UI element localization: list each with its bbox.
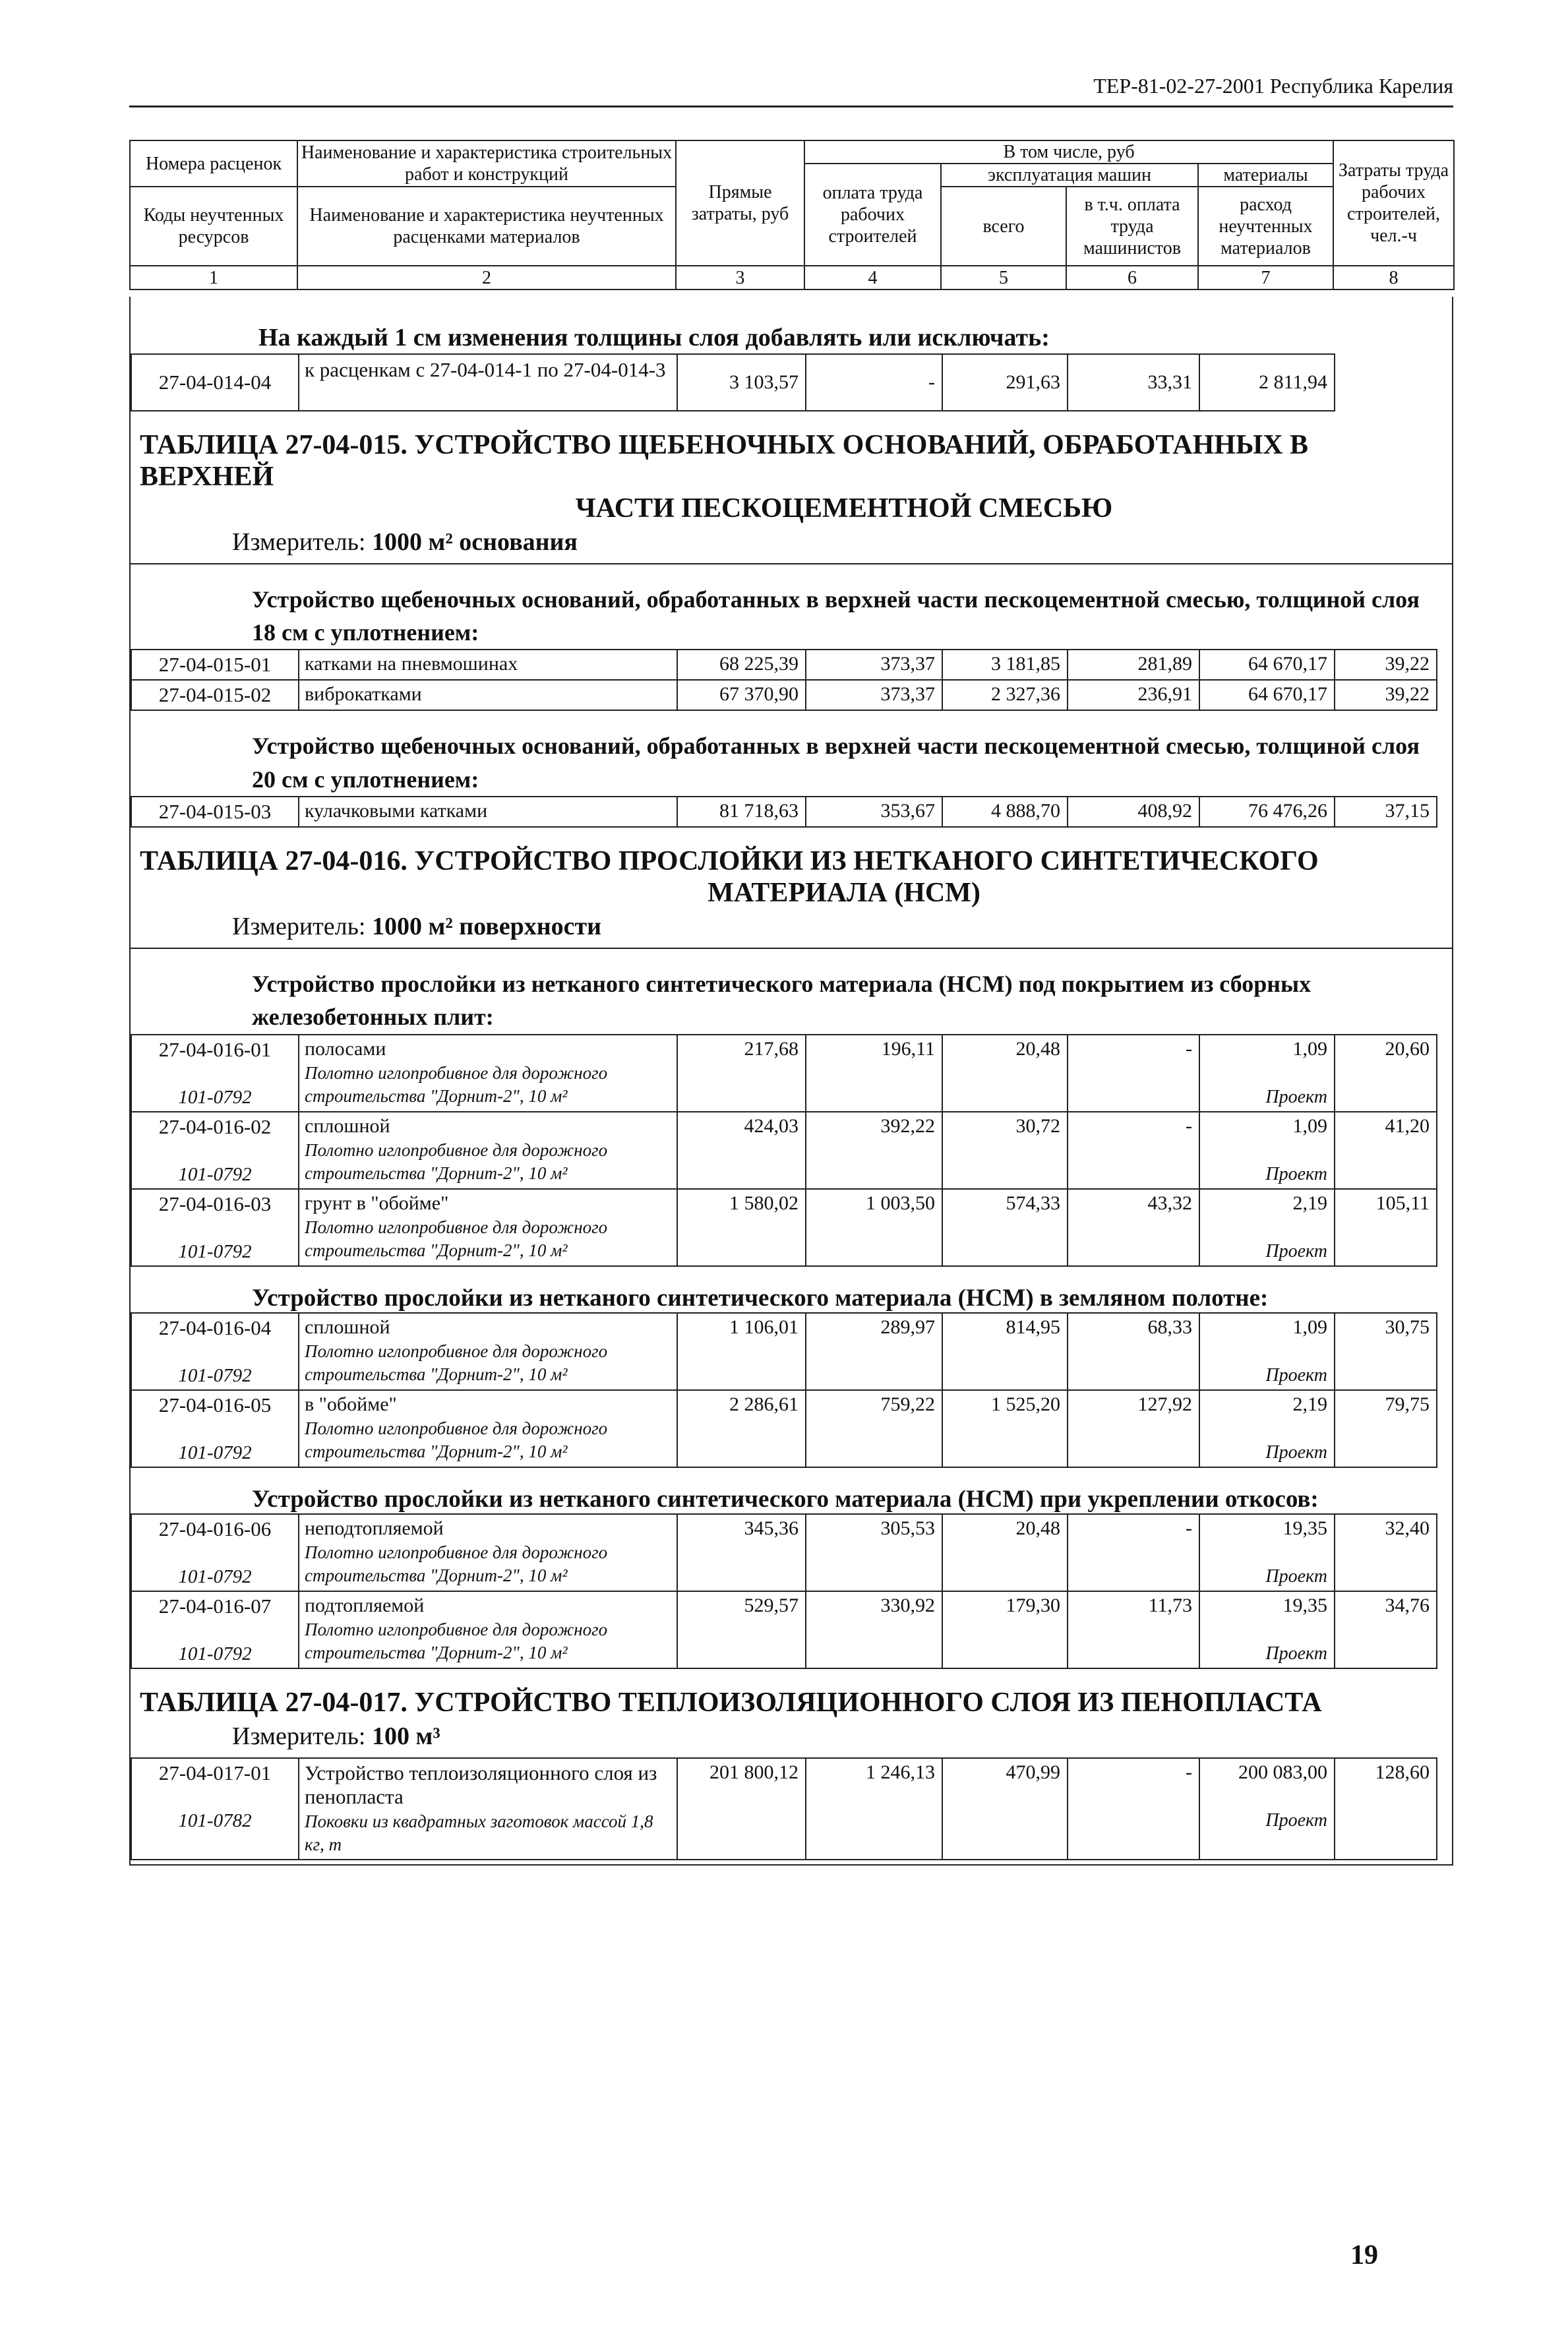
col-num-top: Номера расценок xyxy=(130,140,297,187)
rate-table xyxy=(131,353,1437,411)
material-name: Полотно иглопробивное для дорожного строительства "Дорнит-2", 10 м² xyxy=(305,1140,608,1183)
page-number: 19 xyxy=(1350,2240,1378,2270)
rate-code-cell xyxy=(131,1514,299,1591)
rate-mach: 179,30 xyxy=(942,1591,1068,1668)
rate-mat-cell xyxy=(1199,1758,1335,1860)
rate-table xyxy=(131,1513,1437,1669)
header-rule xyxy=(129,106,1453,107)
table-title xyxy=(140,411,1443,525)
rate-code: 27-04-015-02 xyxy=(131,680,299,710)
section-27-04-014 xyxy=(131,297,1452,411)
rate-code: 27-04-017-01 xyxy=(158,1761,272,1784)
material-name: Полотно иглопробивное для дорожного строительства "Дорнит-2", 10 м² xyxy=(305,1619,608,1662)
column-header-table xyxy=(129,140,1455,290)
rate-labor: 37,15 xyxy=(1335,797,1437,827)
rate-code-cell xyxy=(131,1035,299,1112)
rate-name-cell xyxy=(299,1758,677,1860)
table-row xyxy=(131,1758,1437,1860)
rate-mat-cell xyxy=(1199,1313,1335,1390)
rate-code-cell xyxy=(131,1591,299,1668)
rate-labor: 39,22 xyxy=(1335,680,1437,710)
rate-code: 27-04-016-06 xyxy=(158,1517,272,1540)
rate-name: сплошной xyxy=(305,1316,390,1338)
rate-code: 27-04-016-05 xyxy=(158,1393,272,1416)
rate-name-cell xyxy=(299,1313,677,1390)
rate-code-cell xyxy=(131,1313,299,1390)
material-note: Проект xyxy=(1265,1240,1327,1262)
table-row xyxy=(131,1313,1437,1390)
rate-wage: 1 003,50 xyxy=(806,1189,942,1266)
rate-wage: 289,97 xyxy=(806,1313,942,1390)
rate-mat: 1,09 xyxy=(1292,1316,1327,1338)
table-title xyxy=(140,1669,1443,1719)
material-code: 101-0792 xyxy=(178,1442,252,1463)
material-name: Полотно иглопробивное для дорожного строительства "Дорнит-2", 10 м² xyxy=(305,1341,608,1384)
rate-labor: 105,11 xyxy=(1335,1189,1437,1266)
subsection-heading: Устройство прослойки из нетканого синтетического материала (НСМ) при укреплении откосов: xyxy=(252,1485,1319,1513)
material-name: Полотно иглопробивное для дорожного строительства "Дорнит-2", 10 м² xyxy=(305,1062,608,1106)
rate-table xyxy=(131,1312,1437,1468)
rate-name-cell xyxy=(299,1112,677,1189)
rate-mat: 200 083,00 xyxy=(1238,1761,1327,1783)
material-note: Проект xyxy=(1265,1364,1327,1385)
rate-name-cell xyxy=(299,1591,677,1668)
rate-table xyxy=(131,649,1437,711)
rate-code: 27-04-016-03 xyxy=(158,1192,272,1215)
rate-labor: 30,75 xyxy=(1335,1313,1437,1390)
rate-mach-wage: 33,31 xyxy=(1068,354,1199,411)
rate-mach-wage: 43,32 xyxy=(1068,1189,1199,1266)
rate-name: грунт в "обойме" xyxy=(305,1192,449,1214)
rate-mach-wage: 127,92 xyxy=(1068,1390,1199,1467)
rate-name: виброкатками xyxy=(299,680,677,710)
table-row xyxy=(131,680,1437,710)
rate-code-cell xyxy=(131,1189,299,1266)
col-index-1: 1 xyxy=(130,266,297,289)
table-row xyxy=(131,1189,1437,1266)
rate-mat-cell xyxy=(1199,1390,1335,1467)
rate-code-cell xyxy=(131,1112,299,1189)
rate-name-cell xyxy=(299,1035,677,1112)
col-index-5: 5 xyxy=(941,266,1066,289)
col-index-8: 8 xyxy=(1333,266,1454,289)
rate-mat: 2,19 xyxy=(1292,1393,1327,1415)
rate-name-cell xyxy=(299,1189,677,1266)
material-code: 101-0792 xyxy=(178,1643,252,1664)
measure-unit xyxy=(140,909,1443,944)
col-labor: Затраты труда рабочих строителей, чел.-ч xyxy=(1333,140,1454,266)
table-row xyxy=(131,1591,1437,1668)
rate-code: 27-04-015-01 xyxy=(131,650,299,680)
rate-wage: - xyxy=(806,354,942,411)
rate-mach: 1 525,20 xyxy=(942,1390,1068,1467)
rate-name: к расценкам с 27-04-014-1 по 27-04-014-3 xyxy=(299,354,677,411)
rate-mach: 574,33 xyxy=(942,1189,1068,1266)
rate-name-cell xyxy=(299,1390,677,1467)
material-code: 101-0792 xyxy=(178,1240,252,1262)
rate-wage: 759,22 xyxy=(806,1390,942,1467)
rate-code: 27-04-016-02 xyxy=(158,1114,272,1138)
rate-direct: 3 103,57 xyxy=(677,354,806,411)
rate-mach: 3 181,85 xyxy=(942,650,1068,680)
table-title-line-1: ТАБЛИЦА 27-04-015. УСТРОЙСТВО ЩЕБЕНОЧНЫХ ОСНОВАНИЙ, ОБРАБОТАННЫХ В ВЕРХНЕЙ xyxy=(140,430,1309,492)
rate-labor: 39,22 xyxy=(1335,650,1437,680)
rate-direct: 424,03 xyxy=(677,1112,806,1189)
col-incl: В том числе, руб xyxy=(804,140,1333,164)
rate-mat-cell xyxy=(1199,1035,1335,1112)
measure-unit xyxy=(140,1719,1443,1753)
material-note: Проект xyxy=(1265,1566,1327,1587)
rate-mach-wage: 236,91 xyxy=(1068,680,1199,710)
table-title-line-2: МАТЕРИАЛА (НСМ) xyxy=(708,878,980,909)
table-row xyxy=(131,354,1437,411)
rate-direct: 68 225,39 xyxy=(677,650,806,680)
table-27-04-015 xyxy=(131,411,1452,828)
rate-table xyxy=(131,1757,1437,1860)
rate-code-cell xyxy=(131,1758,299,1860)
rate-mach: 2 327,36 xyxy=(942,680,1068,710)
table-title-line-2: ЧАСТИ ПЕСКОЦЕМЕНТНОЙ СМЕСЬЮ xyxy=(575,493,1113,524)
rate-mat-cell xyxy=(1199,1189,1335,1266)
rate-direct: 345,36 xyxy=(677,1514,806,1591)
rate-mach: 30,72 xyxy=(942,1112,1068,1189)
table-row xyxy=(131,1035,1437,1112)
col-wage: оплата труда рабочих строителей xyxy=(804,164,941,266)
rate-mat-cell xyxy=(1199,1514,1335,1591)
material-name: Поковки из квадратных заготовок массой 1,8 кг, т xyxy=(305,1811,653,1854)
rate-table xyxy=(131,1034,1437,1267)
table-row xyxy=(131,1390,1437,1467)
material-code: 101-0792 xyxy=(178,1364,252,1386)
rate-code: 27-04-016-01 xyxy=(158,1037,272,1061)
rate-table xyxy=(131,796,1437,828)
rate-wage: 392,22 xyxy=(806,1112,942,1189)
material-code: 101-0792 xyxy=(178,1163,252,1185)
rate-name: полосами xyxy=(305,1037,386,1060)
rate-wage: 305,53 xyxy=(806,1514,942,1591)
rate-name: Устройство теплоизоляционного слоя из пенопласта xyxy=(305,1761,657,1808)
material-note: Проект xyxy=(1265,1086,1327,1107)
rate-direct: 2 286,61 xyxy=(677,1390,806,1467)
subsection-heading: Устройство прослойки из нетканого синтетического материала (НСМ) в земляном полотне: xyxy=(252,1284,1269,1312)
section-note: На каждый 1 см изменения толщины слоя добавлять или исключать: xyxy=(258,324,1050,351)
rate-labor: 20,60 xyxy=(1335,1035,1437,1112)
table-27-04-017 xyxy=(131,1669,1452,1864)
measure-value: 100 м³ xyxy=(372,1722,440,1750)
material-name: Полотно иглопробивное для дорожного строительства "Дорнит-2", 10 м² xyxy=(305,1542,608,1585)
col-name-bottom: Наименование и характеристика неучтенных расценками материалов xyxy=(297,187,676,266)
rate-name: сплошной xyxy=(305,1114,390,1137)
rate-mach-wage: 68,33 xyxy=(1068,1313,1199,1390)
rate-mach: 20,48 xyxy=(942,1035,1068,1112)
rate-direct: 529,57 xyxy=(677,1591,806,1668)
rate-wage: 373,37 xyxy=(806,650,942,680)
table-row xyxy=(131,650,1437,680)
measure-unit xyxy=(140,525,1443,559)
rate-mat-cell xyxy=(1199,1112,1335,1189)
rate-mach: 470,99 xyxy=(942,1758,1068,1860)
rate-mat: 1,09 xyxy=(1292,1114,1327,1137)
material-name: Полотно иглопробивное для дорожного строительства "Дорнит-2", 10 м² xyxy=(305,1217,608,1260)
rate-code-cell xyxy=(131,1390,299,1467)
rate-mach: 291,63 xyxy=(942,354,1068,411)
table-title-line-1: ТАБЛИЦА 27-04-016. УСТРОЙСТВО ПРОСЛОЙКИ ИЗ НЕТКАНОГО СИНТЕТИЧЕСКОГО xyxy=(140,846,1319,877)
table-row xyxy=(131,1514,1437,1591)
rate-code: 27-04-015-03 xyxy=(131,797,299,827)
rate-mat: 19,35 xyxy=(1282,1594,1327,1616)
rate-wage: 330,92 xyxy=(806,1591,942,1668)
rate-name: катками на пневмошинах xyxy=(299,650,677,680)
col-mach: эксплуатация машин xyxy=(941,164,1198,187)
rate-direct: 67 370,90 xyxy=(677,680,806,710)
rate-mach: 20,48 xyxy=(942,1514,1068,1591)
rate-name: кулачковыми катками xyxy=(299,797,677,827)
rate-mach: 814,95 xyxy=(942,1313,1068,1390)
material-note: Проект xyxy=(1265,1442,1327,1463)
rate-mach-wage: 281,89 xyxy=(1068,650,1199,680)
rate-name: в "обойме" xyxy=(305,1393,397,1415)
rate-mat: 1,09 xyxy=(1292,1037,1327,1060)
subsection-heading: Устройство прослойки из нетканого синтетического материала (НСМ) под покрытием из сборных железобетонных плит: xyxy=(131,948,1452,1034)
rate-direct: 201 800,12 xyxy=(677,1758,806,1860)
rate-labor: 128,60 xyxy=(1335,1758,1437,1860)
rate-labor: 32,40 xyxy=(1335,1514,1437,1591)
rate-labor: 34,76 xyxy=(1335,1591,1437,1668)
material-name: Полотно иглопробивное для дорожного строительства "Дорнит-2", 10 м² xyxy=(305,1418,608,1461)
rate-wage: 196,11 xyxy=(806,1035,942,1112)
rate-direct: 81 718,63 xyxy=(677,797,806,827)
rate-code: 27-04-016-04 xyxy=(158,1316,272,1339)
col-index-4: 4 xyxy=(804,266,941,289)
rate-mat: 2 811,94 xyxy=(1199,354,1335,411)
rate-direct: 217,68 xyxy=(677,1035,806,1112)
rate-mat: 19,35 xyxy=(1282,1517,1327,1539)
col-mat: материалы xyxy=(1198,164,1333,187)
rate-mach: 4 888,70 xyxy=(942,797,1068,827)
rate-name: подтопляемой xyxy=(305,1594,425,1616)
subsection-heading: Устройство щебеночных оснований, обработанных в верхней части пескоцементной смесью, толщиной слоя 18 см с уплотнением: xyxy=(131,563,1452,650)
document-body xyxy=(129,297,1453,1866)
measure-value: 1000 м² основания xyxy=(372,528,578,556)
col-index-6: 6 xyxy=(1066,266,1198,289)
rate-name: неподтопляемой xyxy=(305,1517,444,1539)
rate-labor xyxy=(1335,354,1437,411)
rate-name-cell xyxy=(299,1514,677,1591)
col-direct: Прямые затраты, руб xyxy=(676,140,804,266)
rate-direct: 1 580,02 xyxy=(677,1189,806,1266)
table-row xyxy=(131,797,1437,827)
col-mat-unacc: расход неучтенных материалов xyxy=(1198,187,1333,266)
measure-value: 1000 м² поверхности xyxy=(372,912,602,940)
rate-wage: 353,67 xyxy=(806,797,942,827)
rate-labor: 41,20 xyxy=(1335,1112,1437,1189)
material-note: Проект xyxy=(1265,1163,1327,1184)
rate-code: 27-04-014-04 xyxy=(131,354,299,411)
measure-label: Измеритель: xyxy=(232,1722,366,1750)
col-index-7: 7 xyxy=(1198,266,1333,289)
rate-mach-wage: - xyxy=(1068,1758,1199,1860)
measure-label: Измеритель: xyxy=(232,912,366,940)
rate-mat: 64 670,17 xyxy=(1199,680,1335,710)
rate-mach-wage: - xyxy=(1068,1112,1199,1189)
rate-wage: 373,37 xyxy=(806,680,942,710)
document-header: ТЕР-81-02-27-2001 Республика Карелия xyxy=(1093,74,1453,98)
material-code: 101-0782 xyxy=(178,1809,252,1831)
col-index-2: 2 xyxy=(297,266,676,289)
col-num-bottom: Коды неучтенных ресурсов xyxy=(130,187,297,266)
rate-labor: 79,75 xyxy=(1335,1390,1437,1467)
rate-mat: 2,19 xyxy=(1292,1192,1327,1214)
subsection-heading: Устройство щебеночных оснований, обработанных в верхней части пескоцементной смесью, толщиной слоя 20 см с уплотнением: xyxy=(252,733,1420,793)
rate-mat: 64 670,17 xyxy=(1199,650,1335,680)
rate-wage: 1 246,13 xyxy=(806,1758,942,1860)
table-27-04-016 xyxy=(131,828,1452,1669)
rate-mach-wage: - xyxy=(1068,1514,1199,1591)
rate-mach-wage: - xyxy=(1068,1035,1199,1112)
material-code: 101-0792 xyxy=(178,1086,252,1108)
rate-code: 27-04-016-07 xyxy=(158,1594,272,1618)
rate-mat: 76 476,26 xyxy=(1199,797,1335,827)
rate-mach-wage: 11,73 xyxy=(1068,1591,1199,1668)
rate-mach-wage: 408,92 xyxy=(1068,797,1199,827)
material-code: 101-0792 xyxy=(178,1566,252,1587)
col-mach-total: всего xyxy=(941,187,1066,266)
table-title-line-1: ТАБЛИЦА 27-04-017. УСТРОЙСТВО ТЕПЛОИЗОЛЯЦИОННОГО СЛОЯ ИЗ ПЕНОПЛАСТА xyxy=(140,1687,1322,1718)
table-title xyxy=(140,828,1443,909)
measure-label: Измеритель: xyxy=(232,528,366,556)
material-note: Проект xyxy=(1265,1643,1327,1664)
rate-mat-cell xyxy=(1199,1591,1335,1668)
col-mach-wage: в т.ч. оплата труда машинистов xyxy=(1066,187,1198,266)
rate-direct: 1 106,01 xyxy=(677,1313,806,1390)
table-row xyxy=(131,1112,1437,1189)
col-name-top: Наименование и характеристика строительных работ и конструкций xyxy=(297,140,676,187)
col-index-3: 3 xyxy=(676,266,804,289)
material-note: Проект xyxy=(1265,1809,1327,1831)
